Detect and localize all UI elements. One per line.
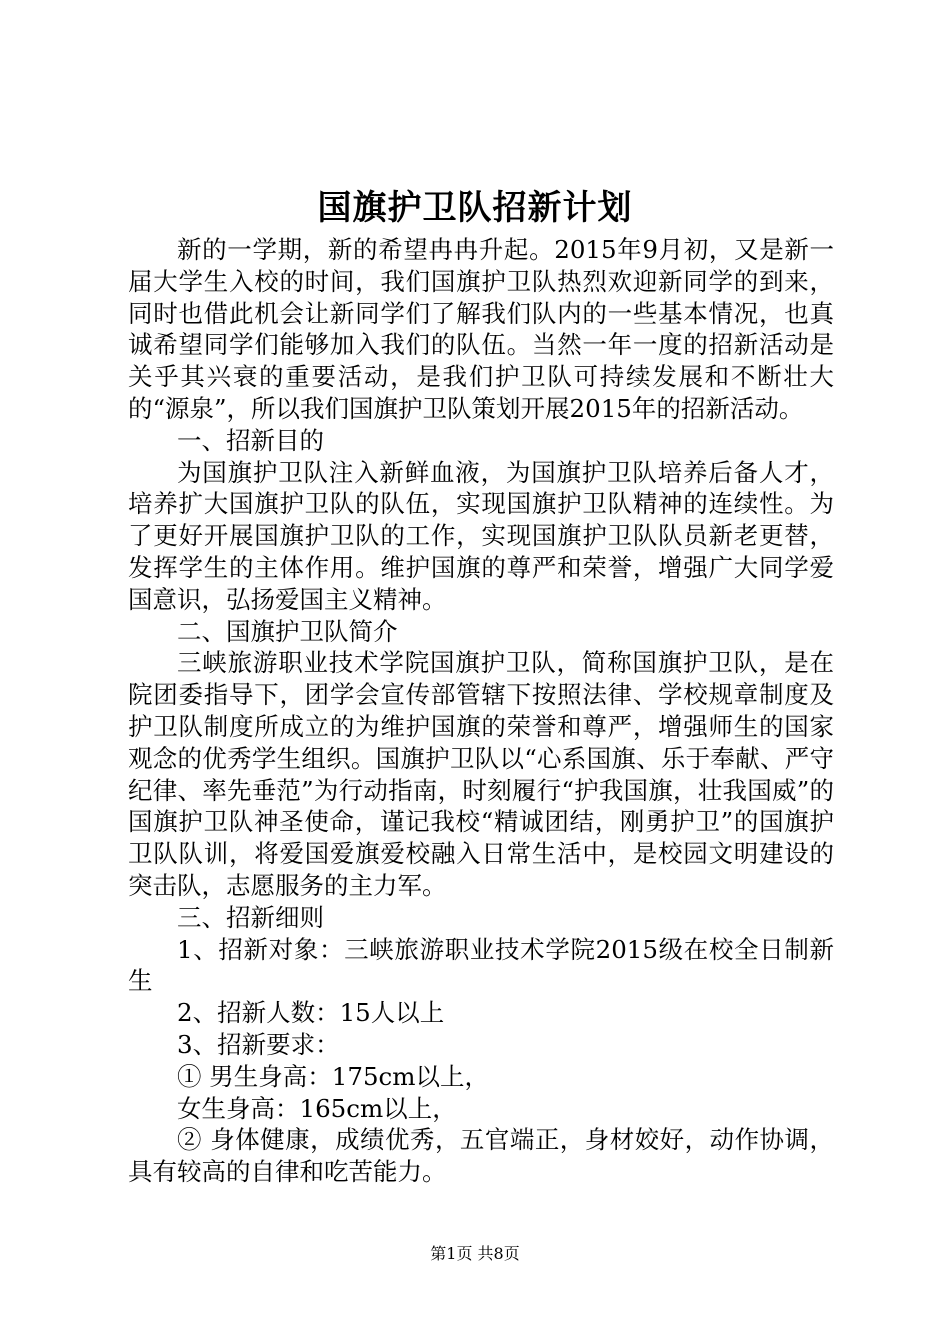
section-heading-introduction: 二、国旗护卫队简介 [177,616,398,646]
section-heading-purpose: 一、招新目的 [177,425,324,455]
intro-paragraph: 新的一学期，新的希望冉冉升起。2015年9月初，又是新一届大学生入校的时间，我们国旗护卫队热烈欢迎新同学的到来，同时也借此机会让新同学们了解我们队内的一些基本情况，也真诚希望同学们能够加入我们的队伍。当然一年一度的招新活动是关乎其兴衰的重要活动，是我们护卫队可持续发展和不断壮大的“源泉”，所以我们国旗护卫队策划开展2015年的招新活动。 [128,235,834,423]
introduction-paragraph: 三峡旅游职业技术学院国旗护卫队，简称国旗护卫队，是在院团委指导下，团学会宣传部管辖下按照法律、学校规章制度及护卫队制度所成立的为维护国旗的荣誉和尊严，增强师生的国家观念的优秀学生组织。国旗护卫队以“心系国旗、乐于奉献、严守纪律、率先垂范”为行动指南，时刻履行“护我国旗，壮我国威”的国旗护卫队神圣使命，谨记我校“精诚团结，刚勇护卫”的国旗护卫队队训，将爱国爱旗爱校融入日常生活中，是校园文明建设的突击队，志愿服务的主力军。 [128,648,834,900]
requirement-male-height: ① 男生身高：175cm以上， [177,1061,490,1091]
section-heading-rules: 三、招新细则 [177,902,324,932]
document-title: 国旗护卫队招新计划 [317,188,633,228]
requirement-female-height: 女生身高：165cm以上， [177,1093,457,1123]
page-footer: 第1页 共8页 [430,1244,520,1263]
rule-target: 1、招新对象：三峡旅游职业技术学院2015级在校全日制新生 [128,934,834,996]
rule-count: 2、招新人数：15人以上 [177,998,445,1028]
document-body [128,234,834,1188]
purpose-paragraph: 为国旗护卫队注入新鲜血液，为国旗护卫队培养后备人才，培养扩大国旗护卫队的队伍，实现国旗护卫队精神的连续性。为了更好开展国旗护卫队的工作，实现国旗护卫队队员新老更替，发挥学生的主体作用。维护国旗的尊严和荣誉，增强广大同学爱国意识，弘扬爱国主义精神。 [128,457,834,614]
requirement-health: ② 身体健康，成绩优秀，五官端正，身材姣好，动作协调，具有较高的自律和吃苦能力。 [128,1125,834,1187]
rule-requirements: 3、招新要求： [177,1029,340,1059]
